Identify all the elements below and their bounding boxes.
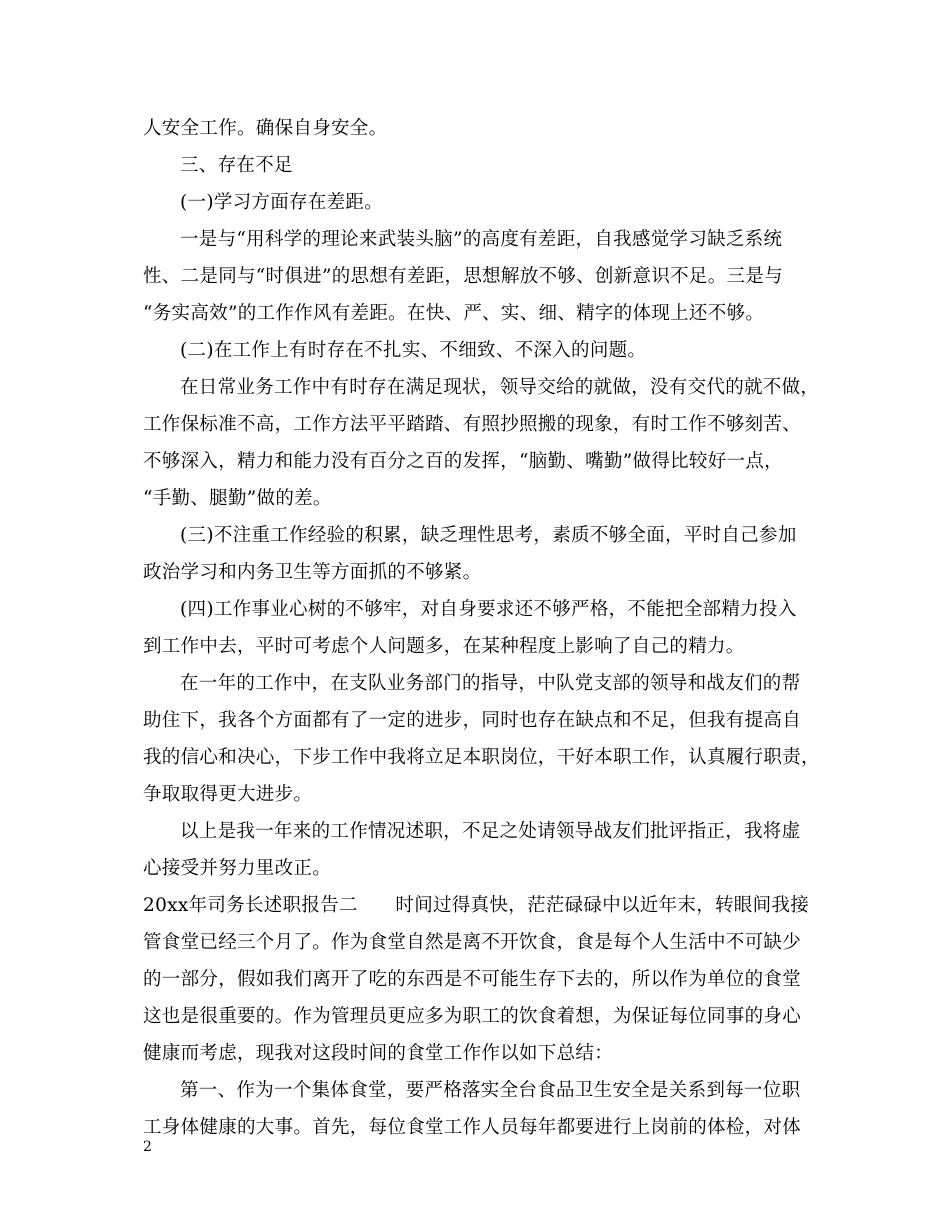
text-line: 我的信心和决心，下步工作中我将立足本职岗位，干好本职工作，认真履行职责，	[143, 747, 820, 768]
text-line: 政治学习和内务卫生等方面抓的不够紧。	[143, 562, 482, 583]
text-line: 人安全工作。确保自身安全。	[143, 118, 388, 139]
text-line: 争取取得更大进步。	[143, 784, 313, 805]
subsection-heading: (一)学习方面存在差距。	[180, 192, 384, 213]
text-line: 助住下，我各个方面都有了一定的进步，同时也存在缺点和不足，但我有提高自	[143, 710, 802, 731]
text-line: 一是与“用科学的理论来武装头脑”的高度有差距，自我感觉学习缺乏系统	[180, 229, 783, 250]
report-title-line: 20xx年司务长述职报告二 时间过得真快，茫茫碌碌中以近年末，转眼间我接	[143, 895, 810, 916]
section-heading: 三、存在不足	[180, 155, 293, 176]
text-line: (三)不注重工作经验的积累，缺乏理性思考，素质不够全面，平时自己参加	[180, 525, 797, 546]
text-line: 以上是我一年来的工作情况述职，不足之处请领导战友们批评指正，我将虚	[180, 821, 801, 842]
text-line: 工身体健康的大事。首先，每位食堂工作人员每年都要进行上岗前的体检，对体	[143, 1117, 802, 1138]
text-line: 管食堂已经三个月了。作为食堂自然是离不开饮食，食是每个人生活中不可缺少	[143, 932, 802, 953]
text-line: 健康而考虑，现我对这段时间的食堂工作作以如下总结：	[143, 1043, 614, 1064]
text-line: 工作保标准不高，工作方法平平踏踏、有照抄照搬的现象，有时工作不够刻苦、	[143, 414, 802, 435]
text-line: 的一部分，假如我们离开了吃的东西是不可能生存下去的，所以作为单位的食堂	[143, 969, 802, 990]
text-line: (四)工作事业心树的不够牢，对自身要求还不够严格，不能把全部精力投入	[180, 599, 797, 620]
text-line: 到工作中去，平时可考虑个人问题多，在某种程度上影响了自己的精力。	[143, 636, 745, 657]
text-line: 这也是很重要的。作为管理员更应多为职工的饮食着想，为保证每位同事的身心	[143, 1006, 802, 1027]
text-line: 在一年的工作中，在支队业务部门的指导，中队党支部的领导和战友们的帮	[180, 673, 801, 694]
text-line: 不够深入，精力和能力没有百分之百的发挥，“脑勤、嘴勤”做得比较好一点，	[143, 451, 783, 472]
text-line: 性、二是同与“时俱进”的思想有差距，思想解放不够、创新意识不足。三是与	[143, 266, 783, 287]
page-number: 2	[143, 1139, 152, 1155]
text-line: “手勤、腿勤”做的差。	[143, 488, 332, 509]
text-line: 第一、作为一个集体食堂，要严格落实全台食品卫生安全是关系到每一位职	[180, 1080, 801, 1101]
text-line: 在日常业务工作中有时存在满足现状，领导交给的就做，没有交代的就不做，	[180, 377, 820, 398]
subsection-heading: (二)在工作上有时存在不扎实、不细致、不深入的问题。	[180, 340, 647, 361]
text-line: 心接受并努力里改正。	[143, 858, 332, 879]
text-line: “务实高效”的工作作风有差距。在快、严、实、细、精字的体现上还不够。	[143, 303, 765, 324]
